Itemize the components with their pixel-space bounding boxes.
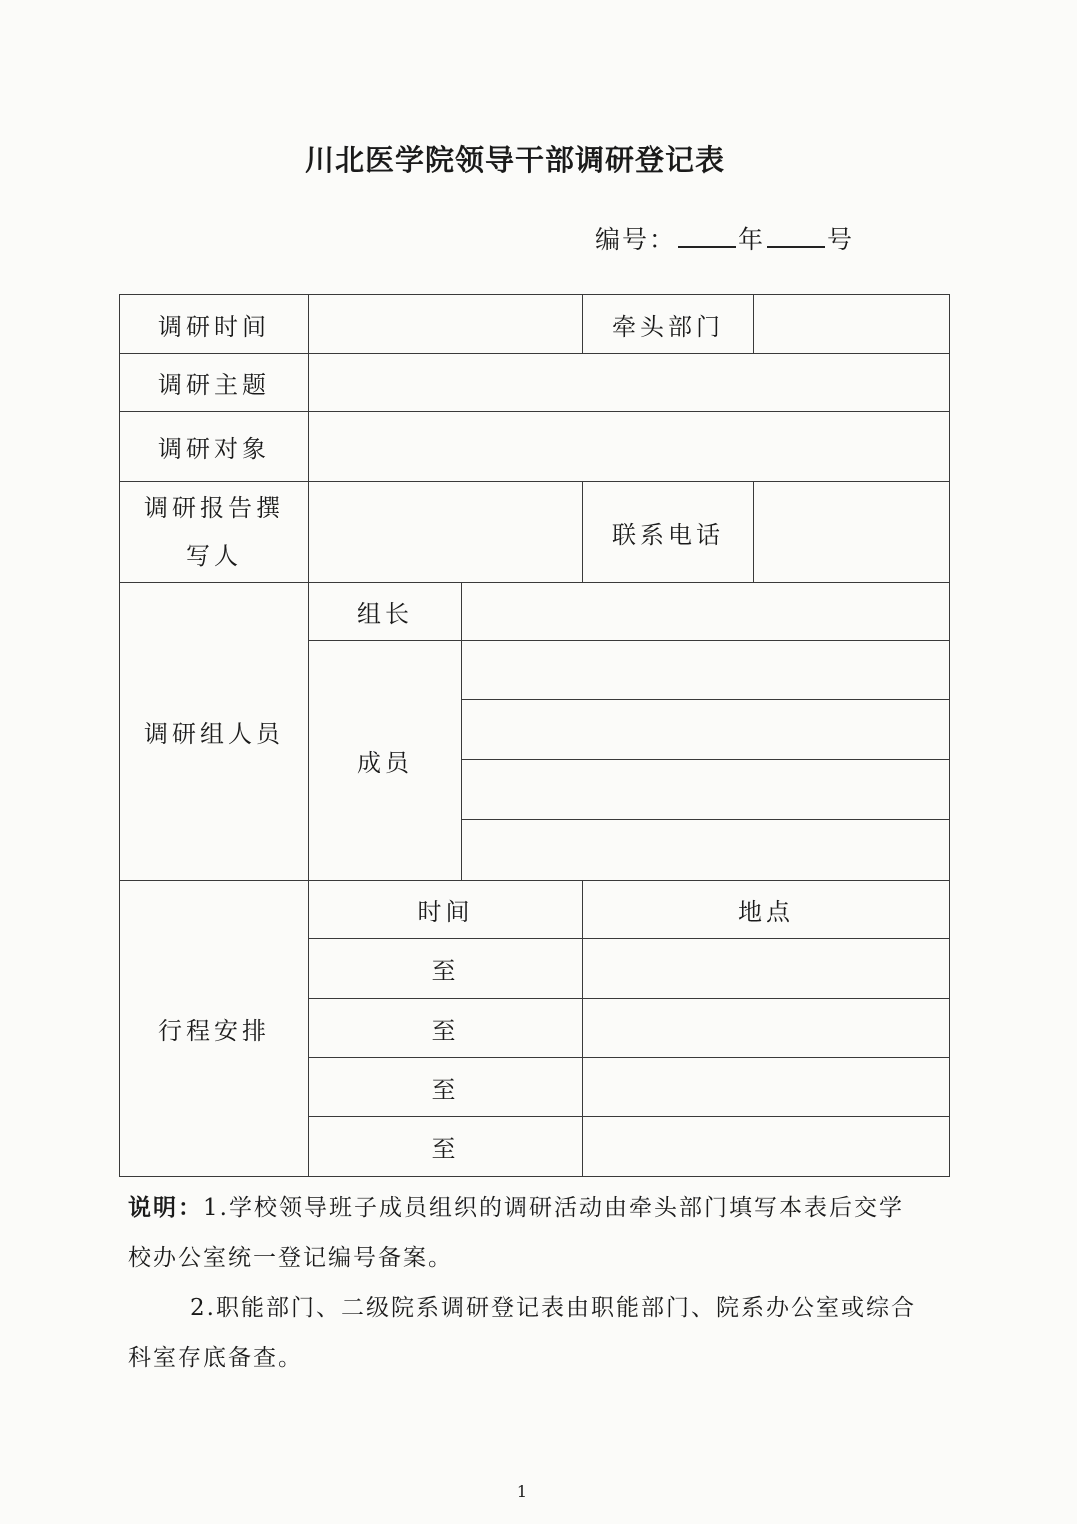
member-field-2[interactable] — [462, 700, 950, 760]
place-header: 地点 — [583, 881, 950, 939]
member-label: 成员 — [309, 641, 462, 881]
serial-number-blank[interactable] — [767, 222, 825, 248]
time-header: 时间 — [309, 881, 583, 939]
note-line-1: 1.学校领导班子成员组织的调研活动由牵头部门填写本表后交学校办公室统一登记编号备案。 — [128, 1195, 904, 1271]
itinerary-time-1[interactable]: 至 — [309, 939, 583, 999]
itinerary-time-2[interactable]: 至 — [309, 999, 583, 1058]
serial-year-suffix: 年 — [738, 225, 766, 254]
leader-label: 组长 — [309, 583, 462, 641]
serial-number-suffix: 号 — [827, 225, 855, 254]
team-label: 调研组人员 — [120, 583, 309, 881]
survey-time-field[interactable] — [309, 295, 583, 354]
lead-dept-label: 牵头部门 — [583, 295, 754, 354]
serial-label: 编号： — [595, 225, 677, 254]
survey-target-label: 调研对象 — [120, 412, 309, 482]
page-number: 1 — [516, 1482, 528, 1501]
survey-topic-label: 调研主题 — [120, 354, 309, 412]
contact-phone-field[interactable] — [754, 482, 950, 583]
note-1 — [128, 1183, 928, 1283]
lead-dept-field[interactable] — [754, 295, 950, 354]
note-2: 2.职能部门、二级院系调研登记表由职能部门、院系办公室或综合科室存底备查。 — [128, 1295, 916, 1371]
leader-field[interactable] — [462, 583, 950, 641]
survey-time-label: 调研时间 — [120, 295, 309, 354]
member-field-1[interactable] — [462, 641, 950, 700]
itinerary-time-3[interactable]: 至 — [309, 1058, 583, 1117]
serial-number — [595, 220, 854, 256]
report-writer-field[interactable] — [309, 482, 583, 583]
itinerary-place-2[interactable] — [583, 999, 950, 1058]
survey-target-field[interactable] — [309, 412, 950, 482]
member-field-3[interactable] — [462, 760, 950, 820]
serial-year-blank[interactable] — [678, 222, 736, 248]
page-title: 川北医学院领导干部调研登记表 — [304, 143, 725, 177]
itinerary-time-4[interactable]: 至 — [309, 1117, 583, 1177]
survey-topic-field[interactable] — [309, 354, 950, 412]
note-prefix: 说明： — [128, 1194, 203, 1221]
itinerary-place-4[interactable] — [583, 1117, 950, 1177]
registration-form — [119, 294, 950, 1177]
report-writer-label: 调研报告撰写人 — [120, 482, 309, 583]
itinerary-label: 行程安排 — [120, 881, 309, 1177]
member-field-4[interactable] — [462, 820, 950, 881]
itinerary-place-3[interactable] — [583, 1058, 950, 1117]
itinerary-place-1[interactable] — [583, 939, 950, 999]
contact-phone-label: 联系电话 — [583, 482, 754, 583]
